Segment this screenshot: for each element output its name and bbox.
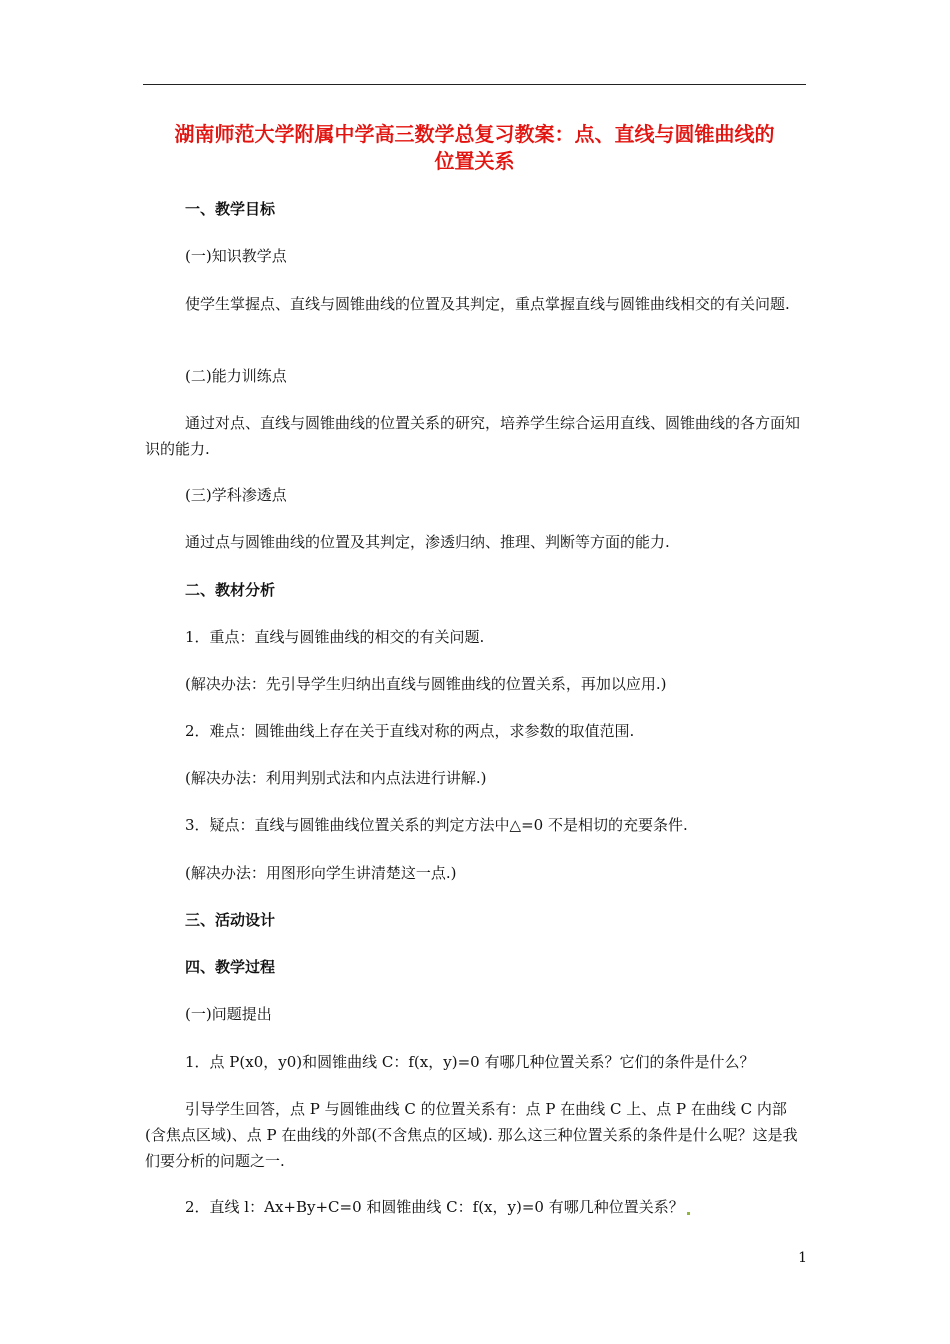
question-2: 2．直线 l：Ax+By+C=0 和圆锥曲线 C：f(x，y)=0 有哪几种位置关系？ [185, 1198, 684, 1216]
title-line-2: 位置关系 [434, 149, 515, 173]
item-key-point: 1．重点：直线与圆锥曲线的相交的有关问题. [185, 628, 485, 646]
solution-key-point: (解决办法：先引导学生归纳出直线与圆锥曲线的位置关系，再加以应用.) [185, 675, 667, 693]
subheading-question: (一)问题提出 [185, 1005, 272, 1023]
section-heading-objectives: 一、教学目标 [185, 200, 276, 218]
paragraph-ability: 通过对点、直线与圆锥曲线的位置关系的研究，培养学生综合运用直线、圆锥曲线的各方面知识的能力. [145, 414, 801, 458]
solution-difficulty: (解决办法：利用判别式法和内点法进行讲解.) [185, 769, 487, 787]
solution-doubt: (解决办法：用图形向学生讲清楚这一点.) [185, 864, 457, 882]
paragraph-knowledge: 使学生掌握点、直线与圆锥曲线的位置及其判定，重点掌握直线与圆锥曲线相交的有关问题. [185, 295, 790, 313]
section-heading-activity: 三、活动设计 [185, 911, 276, 929]
question-1: 1．点 P(x0，y0)和圆锥曲线 C：f(x，y)=0 有哪几种位置关系？它们的条件是什么？ [185, 1053, 755, 1071]
title-line-1: 湖南师范大学附属中学高三数学总复习教案：点、直线与圆锥曲线的 [174, 122, 775, 146]
section-heading-analysis: 二、教材分析 [185, 581, 276, 599]
page-number: 1 [798, 1250, 807, 1266]
subheading-knowledge: (一)知识教学点 [185, 247, 287, 265]
document-title [143, 121, 806, 175]
header-rule [143, 84, 806, 85]
green-dot-mark [687, 1212, 690, 1215]
item-doubt: 3．疑点：直线与圆锥曲线位置关系的判定方法中△=0 不是相切的充要条件. [185, 816, 688, 834]
paragraph-answer: 引导学生回答，点 P 与圆锥曲线 C 的位置关系有：点 P 在曲线 C 上、点 P 在曲线 C 内部(含焦点区域)、点 P 在曲线的外部(不含焦点的区域). 那么这三种位置关系的条件是什么呢？这是我们要分析的问题之一. [145, 1100, 798, 1170]
item-difficulty: 2．难点：圆锥曲线上存在关于直线对称的两点，求参数的取值范围. [185, 722, 635, 740]
subheading-discipline: (三)学科渗透点 [185, 486, 287, 504]
subheading-ability: (二)能力训练点 [185, 367, 287, 385]
paragraph-discipline: 通过点与圆锥曲线的位置及其判定，渗透归纳、推理、判断等方面的能力. [185, 533, 670, 551]
section-heading-process: 四、教学过程 [185, 958, 276, 976]
